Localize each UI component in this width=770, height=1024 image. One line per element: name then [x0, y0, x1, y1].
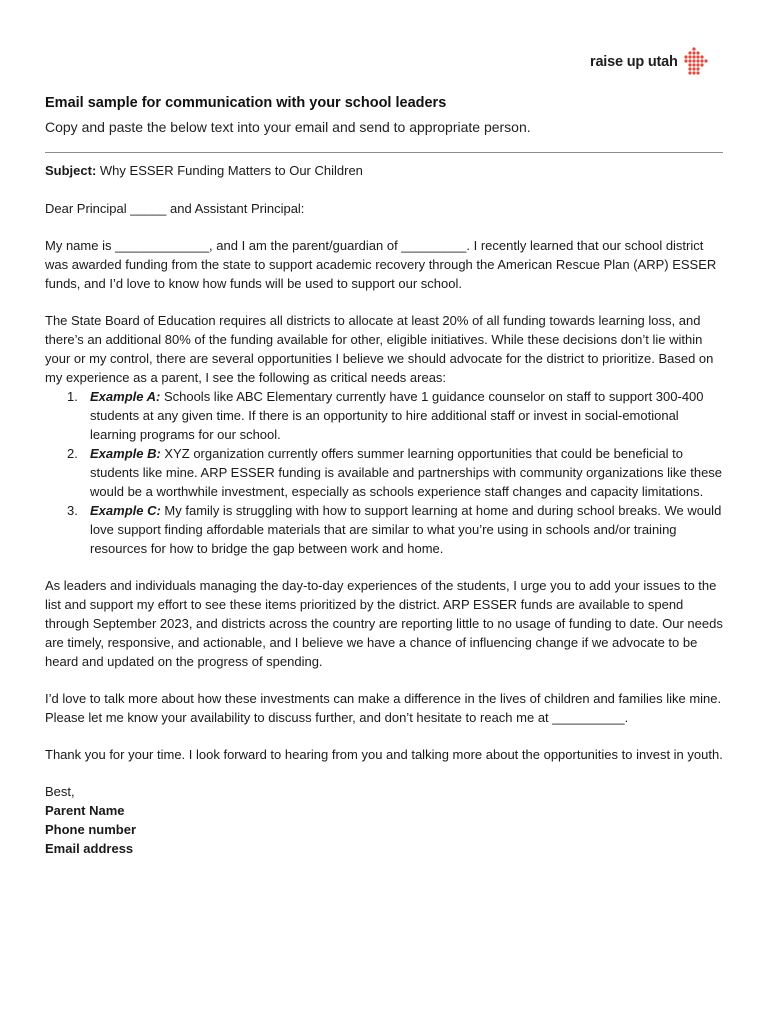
email-subject — [45, 163, 723, 178]
example-label: Example C: — [90, 503, 161, 518]
list-number: 3. — [67, 503, 78, 518]
page-title: Email sample for communication with your school leaders — [45, 95, 447, 111]
email-greeting: Dear Principal _____ and Assistant Principal: — [45, 201, 305, 216]
list-number: 1. — [67, 389, 78, 404]
example-text: My family is struggling with how to support learning at home and during school breaks. We would love support finding affordable materials that are similar to what you’re using in schools and/or training resources for how to bridge the gap between work and home. — [90, 503, 722, 556]
signature-block — [45, 782, 723, 858]
divider — [45, 152, 723, 153]
signoff: Best, — [45, 784, 75, 799]
list-item — [45, 501, 723, 558]
paragraph-intro: My name is _____________, and I am the parent/guardian of _________. I recently learned that our school district was awarded funding from the state to support academic recovery through the American Rescue Plan (ARP) ESSER funds, and I’d love to know how funds will be used to support our school. — [45, 238, 717, 291]
needs-list — [45, 387, 723, 558]
example-text: Schools like ABC Elementary currently have 1 guidance counselor on staff to support 300-400 students at any given time. If there is an opportunity to hire additional staff or invest in social-emotional learning programs for our school. — [90, 389, 704, 442]
brand-name: raise up utah — [590, 54, 678, 70]
list-item — [45, 387, 723, 444]
list-number: 2. — [67, 446, 78, 461]
paragraph-board: The State Board of Education requires all districts to allocate at least 20% of all funding towards learning loss, and there’s an additional 80% of the funding available for other, eligible initiatives. While these decisions don’t lie within your or my control, there are several opportunities I believe we should advocate for the district to prioritize. Based on my experience as a parent, I see the following as critical needs areas: — [45, 313, 714, 385]
example-label: Example B: — [90, 446, 161, 461]
instructions: Copy and paste the below text into your email and send to appropriate person. — [45, 119, 531, 135]
signature-phone: Phone number — [45, 822, 137, 837]
signature-email: Email address — [45, 841, 134, 856]
paragraph-talk: I’d love to talk more about how these investments can make a difference in the lives of children and families like mine. Please let me know your availability to discuss further, and don’t hesitate to reach me at __________. — [45, 691, 722, 725]
subject-label: Subject: — [45, 163, 97, 178]
list-item — [45, 444, 723, 501]
dot-grid-icon — [682, 46, 710, 78]
example-text: XYZ organization currently offers summer learning opportunities that could be beneficial to students like mine. ARP ESSER funding is available and partnerships with community organizations like these would be a worthwhile investment, especially as schools experience staff changes and capacity limitations. — [90, 446, 723, 499]
paragraph-leaders: As leaders and individuals managing the day-to-day experiences of the students, I urge you to add your issues to the list and support my effort to see these items prioritized by the district. ARP ESSER funds are available to spend through September 2023, and districts across the country are reporting little to no usage of funding to date. Our needs are timely, responsive, and actionable, and I believe we have a chance of influencing change if we advocate to be heard and updated on the progress of spending. — [45, 578, 723, 669]
brand-logo — [590, 46, 710, 78]
subject-text: Why ESSER Funding Matters to Our Children — [96, 163, 363, 178]
example-label: Example A: — [90, 389, 161, 404]
paragraph-thanks: Thank you for your time. I look forward to hearing from you and talking more about the opportunities to invest in youth. — [45, 747, 723, 762]
document-body — [45, 95, 723, 858]
signature-name: Parent Name — [45, 803, 125, 818]
